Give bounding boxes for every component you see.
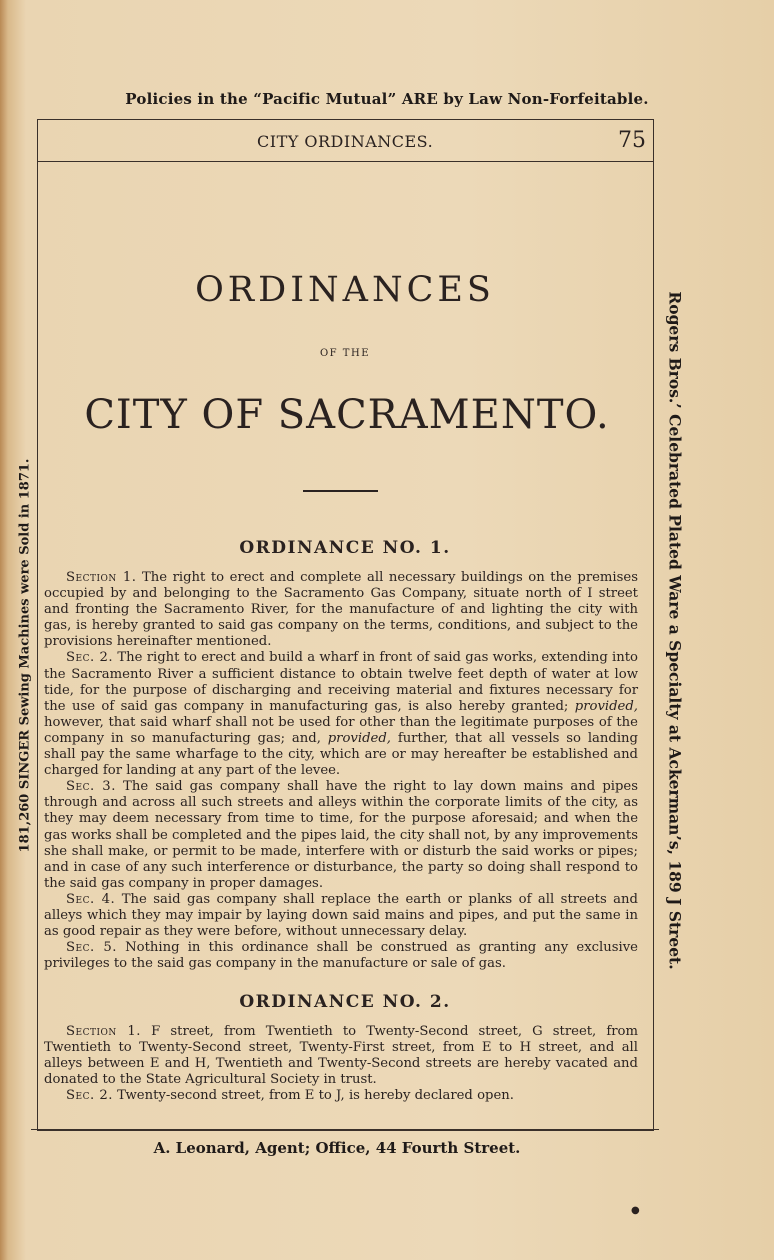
ord2-s1-text: F street, from Twentieth to Twenty-Second street, G street, from Twentieth to Twenty-Second street, Twenty-First street, from E to H street, and all alleys between E and H, Twentieth and Twenty-Second streets are hereby vacated and donated to the State Agricultural Society in trust. xyxy=(44,1024,638,1088)
ord2-s1-label: Section 1. xyxy=(66,1024,141,1039)
ord1-s3-label: Sec. 3. xyxy=(66,779,116,795)
ordinance-2-heading: ORDINANCE NO. 2. xyxy=(239,992,451,1012)
ordinance-2-body xyxy=(44,1024,638,1104)
ord1-s4-text: The said gas company shall replace the earth or planks of all streets and alleys which they may impair by laying down said mains and pipes, and put the same in as good repair as they were before, without unnecessary delay. xyxy=(44,891,638,940)
ord1-s4-label: Sec. 4. xyxy=(66,891,116,907)
ord1-s5-label: Sec. 5. xyxy=(66,940,117,956)
ordinance-1-heading: ORDINANCE NO. 1. xyxy=(239,538,451,558)
ord1-s5-text: Nothing in this ordinance shall be construed as granting any exclusive privileges to the said gas company in the manufacture or sale of gas. xyxy=(44,940,638,972)
right-margin-advertisement xyxy=(662,280,688,980)
ord1-s2-text-c: further, that all vessels so landing shall pay the same wharfage to the city, which are or may hereafter be established and charged for landing at any part of the levee. xyxy=(44,730,638,779)
ord1-section-3 xyxy=(44,779,638,892)
ord2-section-1 xyxy=(44,1024,638,1088)
left-ad-text: 181,260 SINGER Sewing Machines were Sold in 1871. xyxy=(17,458,33,852)
ord2-s2-text: Twenty-second street, from E to J, is hereby declared open. xyxy=(117,1088,514,1104)
ord2-section-2 xyxy=(44,1088,638,1104)
ord1-section-1 xyxy=(44,570,638,650)
ordinance-1-body xyxy=(44,570,638,972)
bottom-advertisement: A. Leonard, Agent; Office, 44 Fourth Street. xyxy=(153,1139,521,1157)
ink-speck-icon: ● xyxy=(631,1205,640,1216)
ord1-s3-text: The said gas company shall have the right to lay down mains and pipes through and across all such streets and alleys within the corporate limits of the city, as they may deem necessary from time to time, for the purpose aforesaid; and when the gas works shall be completed and the pipes laid, the city shall not, by any improvements she shall make, or permit to be made, interfere with or disturb the said works or pipes; and in case of any such interference or disturbance, the party so doing shall respond to the said gas company in proper damages. xyxy=(44,779,638,891)
ord1-s2-label: Sec. 2. xyxy=(66,650,114,666)
running-title: CITY ORDINANCES. xyxy=(257,132,434,151)
top-advertisement: Policies in the “Pacific Mutual” ARE by Law Non-Forfeitable. xyxy=(125,90,649,108)
footer-rule xyxy=(31,1129,659,1130)
ord1-s2-provided-1: provided, xyxy=(574,698,638,714)
ord1-section-2 xyxy=(44,650,638,779)
title-divider xyxy=(303,490,378,492)
title-city-of-sacramento: CITY OF SACRAMENTO. xyxy=(84,392,610,438)
ord1-section-5 xyxy=(44,940,638,972)
right-ad-text: Rogers Bros.’ Celebrated Plated Ware a Specialty at Ackerman’s, 189 J Street. xyxy=(665,290,685,970)
ord1-s2-provided-2: provided, xyxy=(327,730,391,746)
ord1-s2-text-a: The right to erect and build a wharf in front of said gas works, extending into the Sacramento River a sufficient distance to obtain twelve feet depth of water at low tide, for the purpose of discharging and receiving material and fixtures necessary for the use of said gas company in manufacturing gas, is also hereby granted; xyxy=(44,650,638,714)
ord1-s1-text: The right to erect and complete all necessary buildings on the premises occupied by and belonging to the Sacramento Gas Company, situate north of I street and fronting the Sacramento River, for the manufacture of and lighting the city with gas, is hereby granted to said gas company on the terms, conditions, and subject to the provisions hereinafter mentioned. xyxy=(44,570,638,650)
ord2-s2-label: Sec. 2. xyxy=(66,1088,113,1104)
ord1-s2-text-b: however, that said wharf shall not be used for other than the legitimate purposes of the company in so manufacturing gas; and, xyxy=(44,714,638,746)
left-margin-advertisement xyxy=(15,380,35,930)
header-rule xyxy=(37,161,653,162)
ord1-s1-label: Section 1. xyxy=(66,570,137,585)
title-ordinances: ORDINANCES xyxy=(195,270,495,310)
ord1-section-4 xyxy=(44,892,638,940)
page-number: 75 xyxy=(618,128,646,153)
title-of-the: OF THE xyxy=(319,348,370,359)
